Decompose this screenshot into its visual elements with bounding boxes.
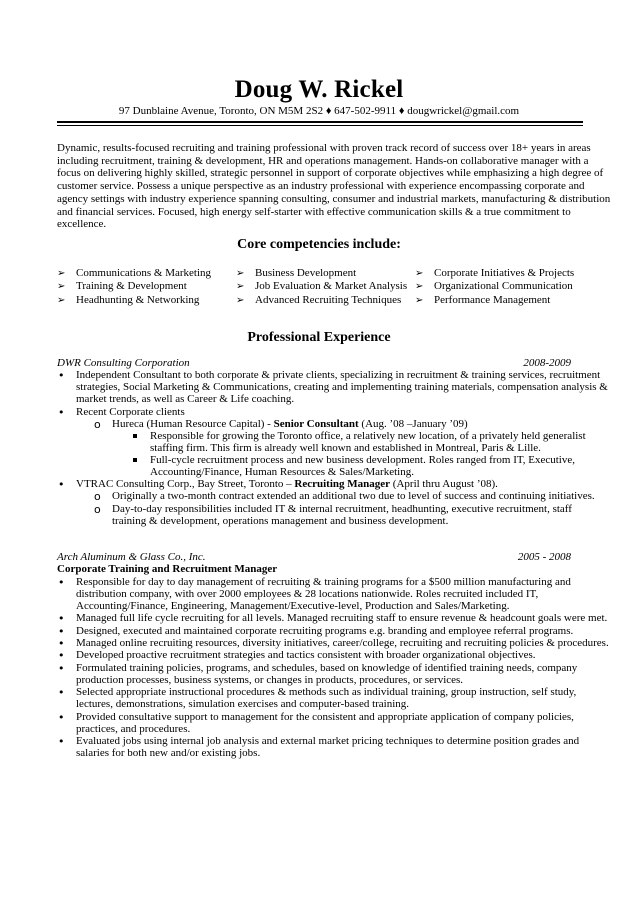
- bullet-icon: •: [58, 369, 65, 382]
- bullet-line: Formulated training policies, programs, and schedules, based on knowledge of identified training needs, company: [76, 662, 578, 674]
- summary-line: focus on delivering highly skilled, strategic personnel in support of corporate objectives while emphasizing a high degree of: [57, 167, 604, 180]
- bullet-line: Evaluated jobs using internal job analysis and external market pricing techniques to determine position grades and: [76, 735, 580, 747]
- bullet-line: Independent Consultant to both corporate & private clients, specializing in recruitment & training services, recruitment: [76, 369, 601, 381]
- candidate-name: Doug W. Rickel: [234, 76, 404, 103]
- arrow-bullet-icon: ➢: [57, 268, 66, 279]
- summary-line: customer service. Possess a unique perspective as an industry professional with experience encompassing corporate and: [57, 180, 585, 193]
- bullet-line: Responsible for day to day management of recruiting & training programs for a $500 million manufacturing and: [76, 576, 571, 588]
- summary-line: agency settings with industry experience spanning consulting, consumer and industrial markets, manufacturing & distribution: [57, 192, 611, 205]
- sub-bullet-line: Hureca (Human Resource Capital) - Senior Consultant (Aug. ’08 –January ’09): [112, 418, 468, 430]
- summary-line: Dynamic, results-focused recruiting and training professional with proven track record of success over 18+ years in areas: [57, 142, 591, 154]
- bullet-icon: •: [58, 637, 65, 650]
- bullet-line: salaries for both new and/or existing jobs.: [76, 747, 261, 759]
- arrow-bullet-icon: ➢: [57, 281, 66, 293]
- bullet-line: strategies, Social Marketing & Communications, creating and implementing training materials, compensation analysis &: [76, 381, 608, 393]
- competency-item: ➢ Training & Development: [57, 280, 187, 293]
- bullet-line: Developed proactive recruitment strategies and tactics consistent with broader organizational objectives.: [76, 649, 536, 661]
- summary-line: including recruitment, training & development, HR and operations management. Hands-on collaborative manager with a: [57, 154, 589, 167]
- sub-sub-bullet-line: staffing firm. This firm is already well known and established in Montreal, Paris & Lille.: [150, 442, 541, 454]
- summary-paragraph: [57, 142, 611, 231]
- competencies-column-3: [415, 267, 574, 307]
- circle-bullet-icon: o: [94, 490, 101, 503]
- sub-bullet-line: Day-to-day responsibilities included IT & internal recruitment, headhunting, executive recruitment, staff: [112, 503, 572, 515]
- competency-item: ➢ Organizational Communication: [415, 280, 573, 293]
- company-name: Arch Aluminum & Glass Co., Inc.: [57, 551, 206, 563]
- competencies-heading: Core competencies include:: [237, 237, 401, 252]
- competency-item: ➢ Business Development: [236, 267, 357, 279]
- bullet-icon: •: [58, 406, 65, 419]
- arrow-bullet-icon: ➢: [236, 281, 245, 293]
- bullet-line: Managed online recruiting resources, diversity initiatives, career/college, recruiting and recruiting policies & procedures.: [76, 637, 609, 649]
- square-bullet-icon: [133, 434, 137, 438]
- bullet-icon: •: [58, 625, 65, 638]
- header-rule-thin: [57, 125, 583, 126]
- bullet-icon: •: [58, 686, 65, 699]
- job-title: Corporate Training and Recruitment Manager: [57, 563, 278, 575]
- summary-line: and financial services. Focused, high energy self-starter with effective communication skills & a true commitment to: [57, 205, 571, 218]
- bullet-line: VTRAC Consulting Corp., Bay Street, Toronto – Recruiting Manager (April thru August ’08).: [76, 478, 498, 490]
- bullet-line: production processes, business systems, or changes in products, procedures, or services.: [76, 674, 464, 686]
- bullet-line: Provided consultative support to management for the consistent and appropriate application of company policies,: [76, 711, 574, 723]
- bullet-icon: •: [58, 711, 65, 724]
- bullet-line: Recent Corporate clients: [76, 406, 185, 418]
- sub-sub-bullet-line: Full-cycle recruitment process and new business development. Roles ranged from IT, Executive,: [150, 454, 575, 466]
- bullet-icon: •: [58, 576, 65, 589]
- bullet-icon: •: [58, 735, 65, 748]
- competency-item: ➢ Job Evaluation & Market Analysis: [236, 280, 408, 293]
- competency-item: ➢ Performance Management: [415, 293, 551, 306]
- contact-line: 97 Dunblaine Avenue, Toronto, ON M5M 2S2 ♦ 647-502-9911 ♦ dougwrickel@gmail.com: [118, 105, 520, 117]
- arrow-bullet-icon: ➢: [415, 294, 424, 306]
- bullet-line: Managed full life cycle recruiting for all levels. Managed recruiting staff to ensure revenue & headcount goals were met.: [76, 612, 608, 624]
- arrow-bullet-icon: ➢: [57, 294, 66, 306]
- sub-sub-bullet-line: Responsible for growing the Toronto office, a relatively new location, of a privately held generalist: [150, 430, 586, 442]
- competency-item: ➢ Corporate Initiatives & Projects: [415, 267, 575, 279]
- bullet-line: market trends, as well as Career & Life coaching.: [76, 393, 295, 405]
- bullet-icon: •: [58, 478, 65, 491]
- sub-bullet-line: training & development, operations management and business development.: [112, 515, 449, 527]
- experience-heading: Professional Experience: [247, 330, 391, 345]
- sub-bullet-line: Originally a two-month contract extended an additional two due to level of success and continuing initiatives.: [112, 490, 595, 502]
- arrow-bullet-icon: ➢: [415, 281, 424, 293]
- arrow-bullet-icon: ➢: [236, 268, 245, 279]
- bullet-line: Accounting/Finance, Engineering, Management/Executive-level, Production and Sales/Marketing.: [76, 600, 510, 612]
- bullet-line: distribution company, with over 2000 employees & 28 locations nationwide. Roles recruited included IT,: [76, 588, 539, 600]
- summary-line: excellence.: [57, 218, 107, 231]
- competency-item: ➢ Headhunting & Networking: [57, 293, 200, 306]
- competency-item: ➢ Advanced Recruiting Techniques: [236, 293, 402, 306]
- competencies-column-1: [57, 267, 211, 307]
- square-bullet-icon: [133, 458, 137, 462]
- competency-item: ➢ Communications & Marketing: [57, 267, 212, 279]
- employment-dates: 2008-2009: [523, 357, 571, 369]
- employment-dates: 2005 - 2008: [517, 551, 571, 563]
- circle-bullet-icon: o: [94, 503, 101, 516]
- bullet-line: Selected appropriate instructional procedures & methods such as individual training, group instruction, self study,: [76, 686, 577, 698]
- competencies-column-2: [236, 267, 407, 307]
- bullet-icon: •: [58, 612, 65, 625]
- sub-sub-bullet-line: Accounting/Finance, Human Resources & Sales/Marketing.: [150, 466, 414, 478]
- company-name: DWR Consulting Corporation: [57, 357, 190, 369]
- bullet-icon: •: [58, 662, 65, 675]
- bullet-line: practices, and procedures.: [76, 723, 191, 735]
- circle-bullet-icon: o: [94, 418, 101, 431]
- bullet-icon: •: [58, 649, 65, 662]
- header-rule-thick: [57, 121, 583, 123]
- bullet-line: lectures, demonstrations, simulation exercises and computer-based training.: [76, 698, 410, 710]
- bullet-line: Designed, executed and maintained corporate recruiting programs e.g. branding and employee referral programs.: [76, 625, 574, 637]
- arrow-bullet-icon: ➢: [415, 268, 424, 279]
- arrow-bullet-icon: ➢: [236, 294, 245, 306]
